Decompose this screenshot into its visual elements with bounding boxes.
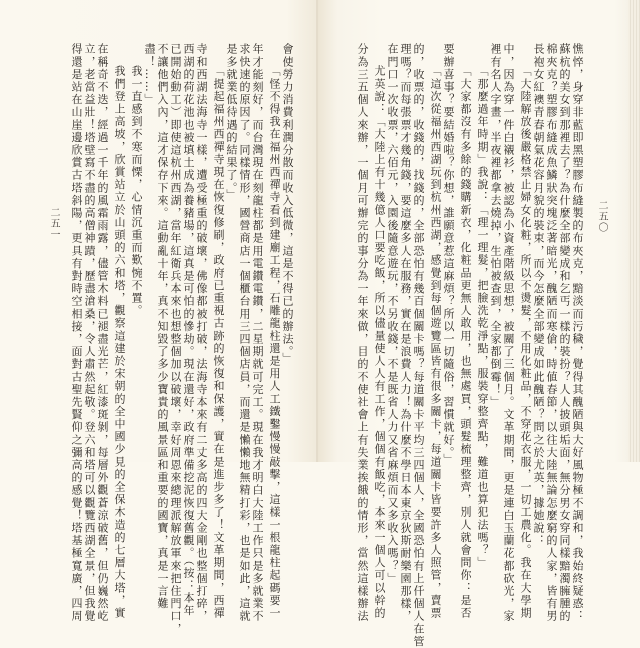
text-column: 中，因為穿一件白襯衫，被認為小資產階級思想，被關了三個月。文革期間，更是連白玉蘭花都砍光，家 bbox=[502, 43, 515, 623]
text-column: 我一直感到不寒而慄，心情沉重而歎惋不置。 bbox=[130, 65, 143, 317]
text-column: 「大家都沒有多餘的錢購新衣，化粧品更無人敢用，也無處買，頭髮梳理整齊，別人就會問你：是否 bbox=[459, 65, 472, 620]
page-number: 二五一 bbox=[48, 207, 59, 240]
text-column: 蘇杭的美女到那裡去了？為什麼全部變成和乞丐一樣的裝扮？人人披頭垢面，無分男女穿同樣黯濁臃腫的 bbox=[558, 43, 571, 623]
text-column: 分為三五個人來辦，一個月可辦完的事分為一年來做，目的不使社會上有失業挨餓的情形，當然這樣辦法 bbox=[356, 43, 369, 623]
text-column: 要辦喜事？要結婚啦？你想，誰願意惹這麻煩？所以一切隨俗，習慣就好。」 bbox=[442, 43, 455, 466]
text-column: 「怪不得我在福州西禪寺看到建廟工程，石雕龍柱還是用人工鐵鑿慢慢敲擊，這樣一根龍柱起碼要一 bbox=[268, 65, 281, 620]
text-column: 「提起福州西禪寺現在恢復修刷，政府已重視古跡的恢復和保護，實在是進步多了！文革期間，西禪 bbox=[212, 65, 225, 620]
right-page bbox=[318, 0, 640, 648]
left-page bbox=[0, 0, 318, 636]
text-column: 西湖的荷花池也被填土成為養豬場，這真是可怕的慘劫。現在還好，政府準備挖泥恢復舊觀。（按：本年 bbox=[182, 43, 195, 618]
text-column: 盡！……」 bbox=[143, 43, 156, 106]
text-column: 「這次從福州西湖玩到杭州西湖，感覺到每個遊覽區皆有很多關卡，每道關卡皆要許多人照管，賣票 bbox=[429, 65, 442, 620]
text-column: 得還是站在山崖邊欣賞古塔斜陽，更具有對時空相接，面對古聖先賢仰之彌高的感覺！塔基極寬廣，四周 bbox=[70, 43, 83, 623]
text-column: 在稱奇不迭，經過一千年的風霜雨露，儘管木料已褪盡光芒，紅漆斑剝，每層外觀蒼涼破舊，但仍巍然屹 bbox=[96, 43, 109, 623]
text-column: 「那麼過年時期」我說：「理一理髮，把臉洗乾淨點，服裝穿整齊點，難道也算犯法嗎？」 bbox=[476, 65, 489, 569]
text-column: 棉夾克？塑膠布縫成魚鱗狀突塊泛著暗光，醜陋而寒傖，時値春節，以往大陸無論怎麼窮的人家，皆有男 bbox=[545, 43, 558, 623]
page-edges bbox=[628, 0, 640, 462]
left-page-body bbox=[70, 43, 294, 636]
text-column: 的，收票的，收錢的，找錢的，全部恐怕有幾百個關卡嗎？每道關卡平均三四個人，全國恐怕有上仟個人在管 bbox=[412, 43, 425, 648]
text-column: 會使勞力消費利潤分散而收入低微，這是不得已的辦法。」 bbox=[281, 43, 294, 366]
text-column: 已開始動工）即使這杭州西湖，當年紅衛兵本來也想整個加以破壞，幸好周恩來總理派解放軍來把住門口， bbox=[169, 43, 182, 636]
text-column: 「大陸解放後嚴格禁止婦女化粧，所以不燙髮，不用化粧品，不穿花衣服，一切工農化。我在大學期 bbox=[519, 65, 532, 620]
text-column: 在門口一次收票，六佰元，入園後隨意遊玩，不另收錢，不是既省人力又省麻煩而又多收入嗎？」 bbox=[386, 43, 399, 585]
text-column: 憔悴，身穿非藍即黑塑膠布縫製的布夾克，黯淡而污穢，覺得其醜陋與大好風物極不調和，我始終疑惑： bbox=[571, 43, 584, 623]
text-column: 尤英說：「大陸上有十幾億人口要吃飯，所以儘量使人人有工作，個個有飯吃，本來一個人可以幹的 bbox=[373, 65, 386, 620]
text-column: 年才能刻好，而台灣現在刻龍柱都是用電鑽電鑽，二星期就可完工。現在我才明白大陸工作只是多就業不 bbox=[251, 43, 264, 623]
text-column: 長袍女紅襖青春朝氣花容月貌的裝束，而今怎麼全部變成如此醜陋？問之於尤英，據她說： bbox=[532, 43, 545, 547]
text-column: 寺和西湖法海寺一樣，遭受極重的破壞，佛像都被打破，法海寺本來有二丈多高的四大金剛也整個打碎， bbox=[195, 43, 208, 623]
text-column: 理嗎？而每張票才幾角錢，要這麼多人在服務，實在是浪費人力！為什麼不學日本東京狄斯耐樂園那樣， bbox=[399, 43, 412, 623]
text-column: 裡有名人字畫，半夜裡都拿去燒掉，生怕被查到，全家都倒霉！」 bbox=[489, 43, 502, 409]
text-column: 是多就業低待遇的結果了。」 bbox=[225, 43, 238, 202]
text-column: 立，老當益壯！塔壁寫不盡的高僧神蹟，歷盡滄桑，令人肅然起敬。登六和塔可以觀覽西湖全景，但我覺 bbox=[83, 43, 96, 623]
text-column: 求快速的原因了。同樣情形，國營商店一個櫃台用三四個店員，而還是懶懶地無精打彩，也是如此，這就 bbox=[238, 43, 251, 623]
right-page-body bbox=[356, 43, 584, 648]
text-column: 我們登上高坡，欣賞站立於山頭的六和塔，觀察這建於宋朝的全中國少見的全保木造的七層大塔，實 bbox=[113, 65, 126, 620]
text-column: 不讓他們入內，這才保存下來。這動亂十年，真不知毀了多少寶貴的風景區和重要的國寶，真是一言難 bbox=[156, 43, 169, 610]
page-number: 二五〇 bbox=[596, 200, 607, 233]
